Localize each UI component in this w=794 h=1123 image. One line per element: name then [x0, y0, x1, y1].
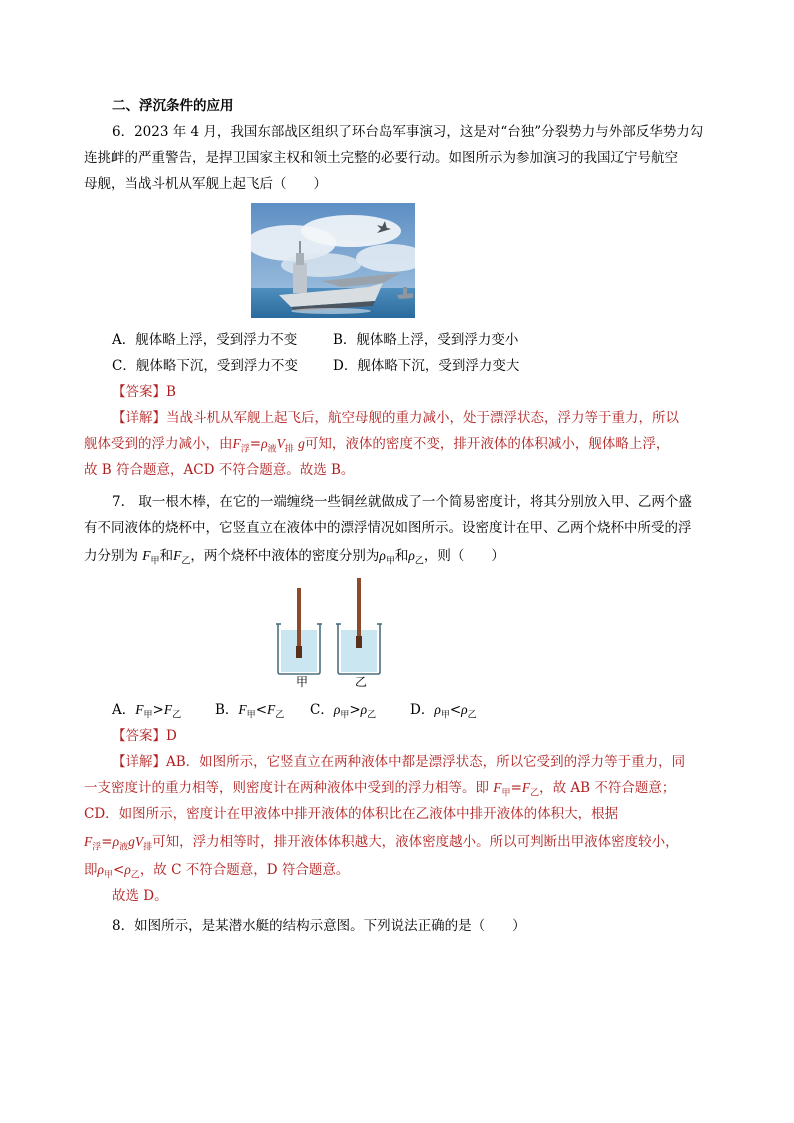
q7-stem-line3: 力分别为 $F_甲$和$F_乙$，两个烧杯中液体的密度分别为$\rho_甲$和$\rho_乙$，则（ ）	[84, 548, 505, 567]
q6-option-a: A．舰体略上浮，受到浮力不变	[112, 332, 298, 348]
beaker-label-yi: 乙	[355, 675, 368, 689]
q7-detail-line4: $F_浮=\rho_液gV_排$可知，浮力相等时，排开液体体积越大，液体密度越小。所以可判断出甲液体密度较小，	[84, 834, 679, 853]
q7-detail-label: 【详解】	[112, 754, 166, 770]
q7-option-b: B．$F_甲<F_乙$	[215, 702, 285, 721]
q6-detail-line3: 故 B 符合题意，ACD 不符合题意。故选 B。	[84, 462, 355, 478]
q6-stem-line1: 6．2023 年 4 月，我国东部战区组织了环台岛军事演习，这是对“台独”分裂势力与外部反华势力勾	[112, 124, 704, 140]
q6-detail-line1: 【详解】当战斗机从军舰上起飞后，航空母舰的重力减小，处于漂浮状态，浮力等于重力，所以	[112, 410, 679, 426]
q6-stem-line2: 连挑衅的严重警告，是捍卫国家主权和领土完整的必要行动。如图所示为参加演习的我国辽宁号航空	[84, 150, 678, 166]
q7-answer: 【答案】D	[112, 728, 177, 744]
section-title: 二、浮沉条件的应用	[112, 98, 234, 114]
q7-option-d: D．$\rho_甲<\rho_乙$	[410, 702, 477, 721]
q6-option-b: B．舰体略上浮，受到浮力变小	[333, 332, 519, 348]
q6-option-c: C．舰体略下沉，受到浮力不变	[112, 358, 298, 374]
aircraft-carrier-image	[251, 203, 415, 318]
q7-stem-line1: 7. 取一根木棒，在它的一端缠绕一些铜丝就做成了一个简易密度计，将其分别放入甲、乙两个盛	[112, 494, 692, 510]
q7-option-c: C．$\rho_甲>\rho_乙$	[310, 702, 377, 721]
q7-detail-line2: 一支密度计的重力相等，则密度计在两种液体中受到的浮力相等。即 $F_甲=F_乙$，故 AB 不符合题意；	[84, 780, 676, 799]
q7-detail-line1: 【详解】AB．如图所示，它竖直立在两种液体中都是漂浮状态，所以它受到的浮力等于重力，同	[112, 754, 686, 770]
q6-stem-line3: 母舰，当战斗机从军舰上起飞后（ ）	[84, 176, 327, 192]
q6-answer: 【答案】B	[112, 384, 176, 400]
q6-option-d: D．舰体略下沉，受到浮力变大	[333, 358, 520, 374]
q7-detail-line6: 故选 D。	[112, 888, 168, 904]
q6-detail-line2: 舰体受到的浮力减小，由$F_浮=\rho_液V_排$ g可知，液体的密度不变，排开液体的体积减小，舰体略上浮，	[84, 436, 670, 455]
q7-stem-line2: 有不同液体的烧杯中，它竖直立在液体中的漂浮情况如图所示。设密度计在甲、乙两个烧杯中所受的浮	[84, 520, 692, 536]
beaker-label-jia: 甲	[296, 675, 309, 689]
q7-option-a: A．$F_甲>F_乙$	[112, 702, 182, 721]
q6-detail-label: 【详解】	[112, 410, 166, 426]
q7-detail-line3: CD．如图所示，密度计在甲液体中排开液体的体积比在乙液体中排开液体的体积大，根据	[84, 806, 619, 822]
q7-detail-line5: 即$\rho_甲<\rho_乙$，故 C 不符合题意，D 符合题意。	[84, 862, 350, 881]
q8-stem: 8．如图所示，是某潜水艇的结构示意图。下列说法正确的是（ ）	[112, 918, 526, 934]
